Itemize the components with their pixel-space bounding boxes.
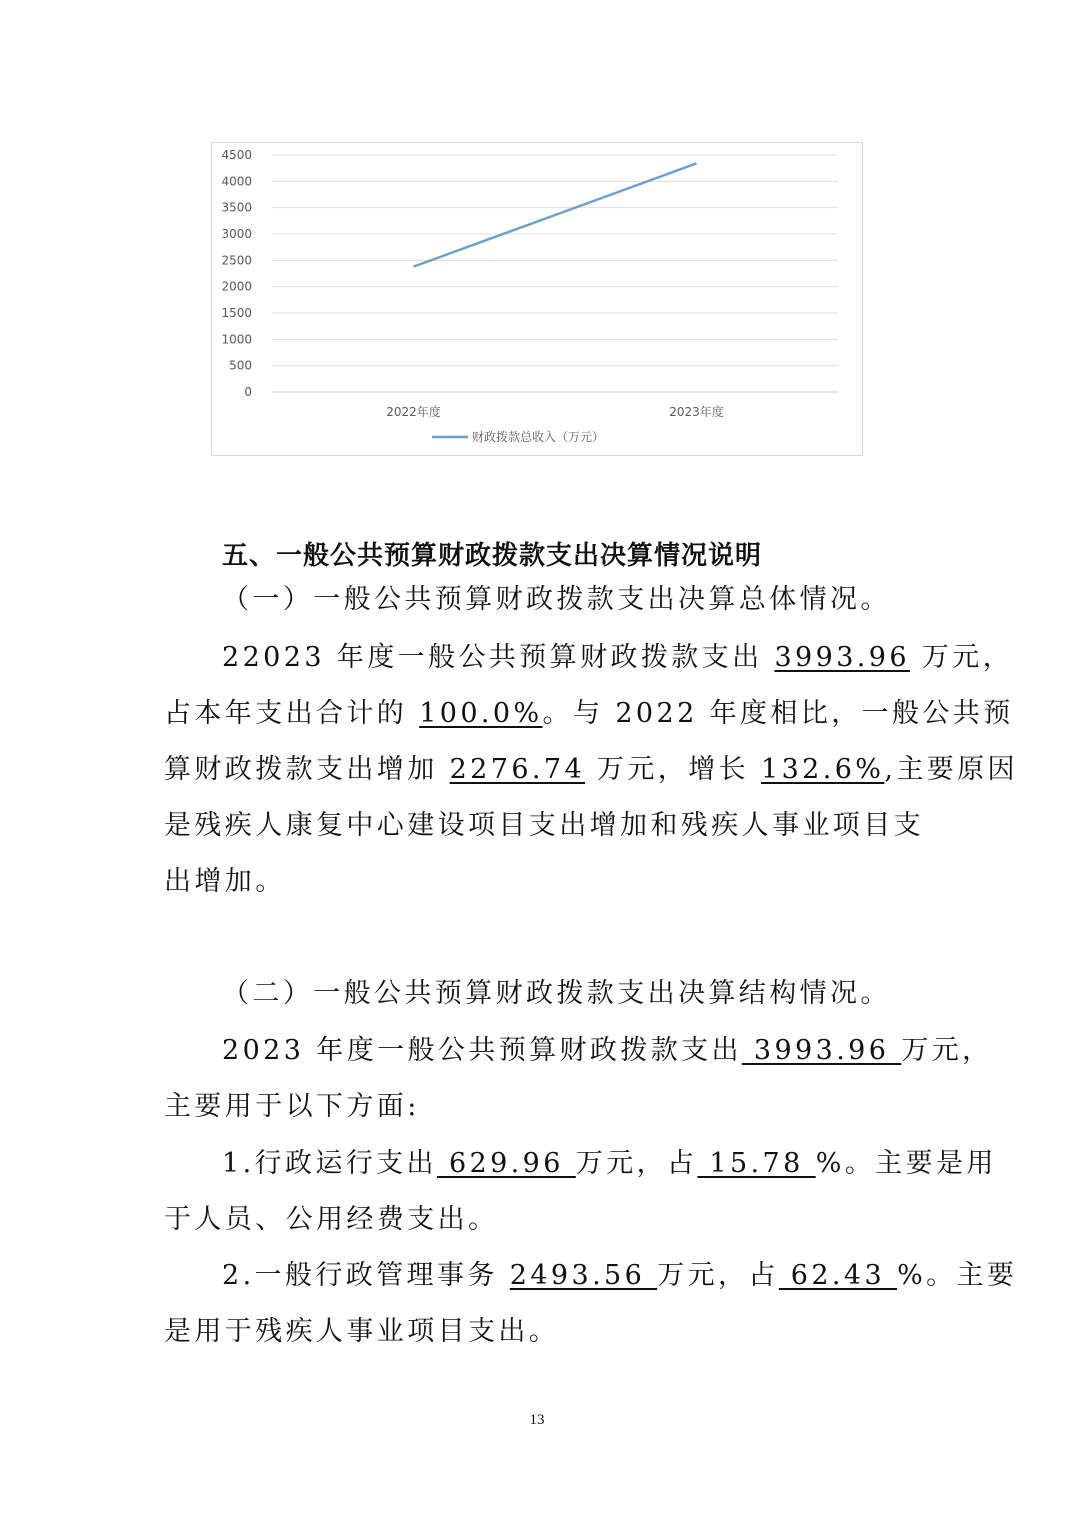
percent-value: 15.78 [697, 1148, 816, 1179]
y-tick-label: 1500 [221, 306, 252, 320]
paragraph-line [222, 1033, 993, 1069]
paragraph-line: 于人员、公用经费支出。 [164, 1204, 499, 1235]
text: 算财政拨款支出增加 [164, 754, 450, 785]
y-tick-label: 500 [229, 358, 252, 373]
list-item [222, 1146, 997, 1182]
paragraph-line [164, 752, 1018, 788]
text: 22023 年度一般公共预算财政拨款支出 [222, 642, 775, 673]
percent-value: 100.0% [419, 698, 543, 729]
subsection-heading-2: （二）一般公共预算财政拨款支出决算结构情况。 [222, 978, 891, 1009]
text: ,主要原因 [884, 754, 1018, 785]
y-tick-label: 2000 [221, 279, 252, 294]
amount-value: 3993.96 [741, 1035, 902, 1066]
text: 2023 年度一般公共预算财政拨款支出 [222, 1035, 742, 1066]
line-chart-svg [212, 143, 864, 457]
series-line [414, 163, 697, 266]
legend-label: 财政拨款总收入（万元） [472, 430, 605, 444]
paragraph-line [222, 640, 1013, 676]
amount-value: 629.96 [436, 1148, 576, 1179]
section-heading: 五、一般公共预算财政拨款支出决算情况说明 [222, 541, 763, 571]
paragraph-line: 主要用于以下方面: [164, 1091, 420, 1122]
paragraph-line: 是用于残疾人事业项目支出。 [164, 1316, 560, 1347]
paragraph-line: 出增加。 [164, 866, 286, 897]
subsection-heading-1: （一）一般公共预算财政拨款支出决算总体情况。 [222, 584, 891, 615]
text: 万元，占 [575, 1148, 698, 1179]
text: 。与 2022 年度相比，一般公共预 [542, 698, 1014, 729]
amount-value: 2493.56 [509, 1260, 658, 1291]
line-chart [211, 142, 863, 456]
y-tick-label: 3500 [221, 200, 252, 215]
text: 万元，占 [657, 1260, 779, 1291]
list-item [222, 1258, 1017, 1294]
text: %。主要是用 [815, 1148, 997, 1179]
text: 1.行政运行支出 [222, 1148, 437, 1179]
text: %。主要 [897, 1260, 1018, 1291]
page-number: 13 [529, 1412, 545, 1428]
percent-value: 62.43 [778, 1260, 898, 1291]
y-tick-label: 3000 [221, 227, 252, 241]
x-tick-label: 2022年度 [386, 405, 441, 419]
y-tick-label: 1000 [221, 332, 252, 347]
y-tick-label: 4500 [221, 148, 252, 162]
y-tick-label: 0 [244, 385, 252, 399]
text: 万元，增长 [585, 754, 762, 785]
text: 万元， [901, 1035, 993, 1066]
y-tick-label: 2500 [221, 253, 252, 268]
text: 万元， [909, 642, 1014, 673]
text: 占本年支出合计的 [164, 698, 420, 729]
amount-value: 2276.74 [449, 754, 586, 785]
paragraph-line: 是残疾人康复中心建设项目支出增加和残疾人事业项目支 [164, 810, 924, 841]
text: 2.一般行政管理事务 [222, 1260, 510, 1291]
paragraph-line [164, 696, 1014, 732]
x-tick-label: 2023年度 [669, 405, 724, 419]
percent-value: 132.6% [761, 754, 885, 785]
amount-value: 3993.96 [774, 642, 910, 673]
y-tick-label: 4000 [221, 174, 252, 189]
